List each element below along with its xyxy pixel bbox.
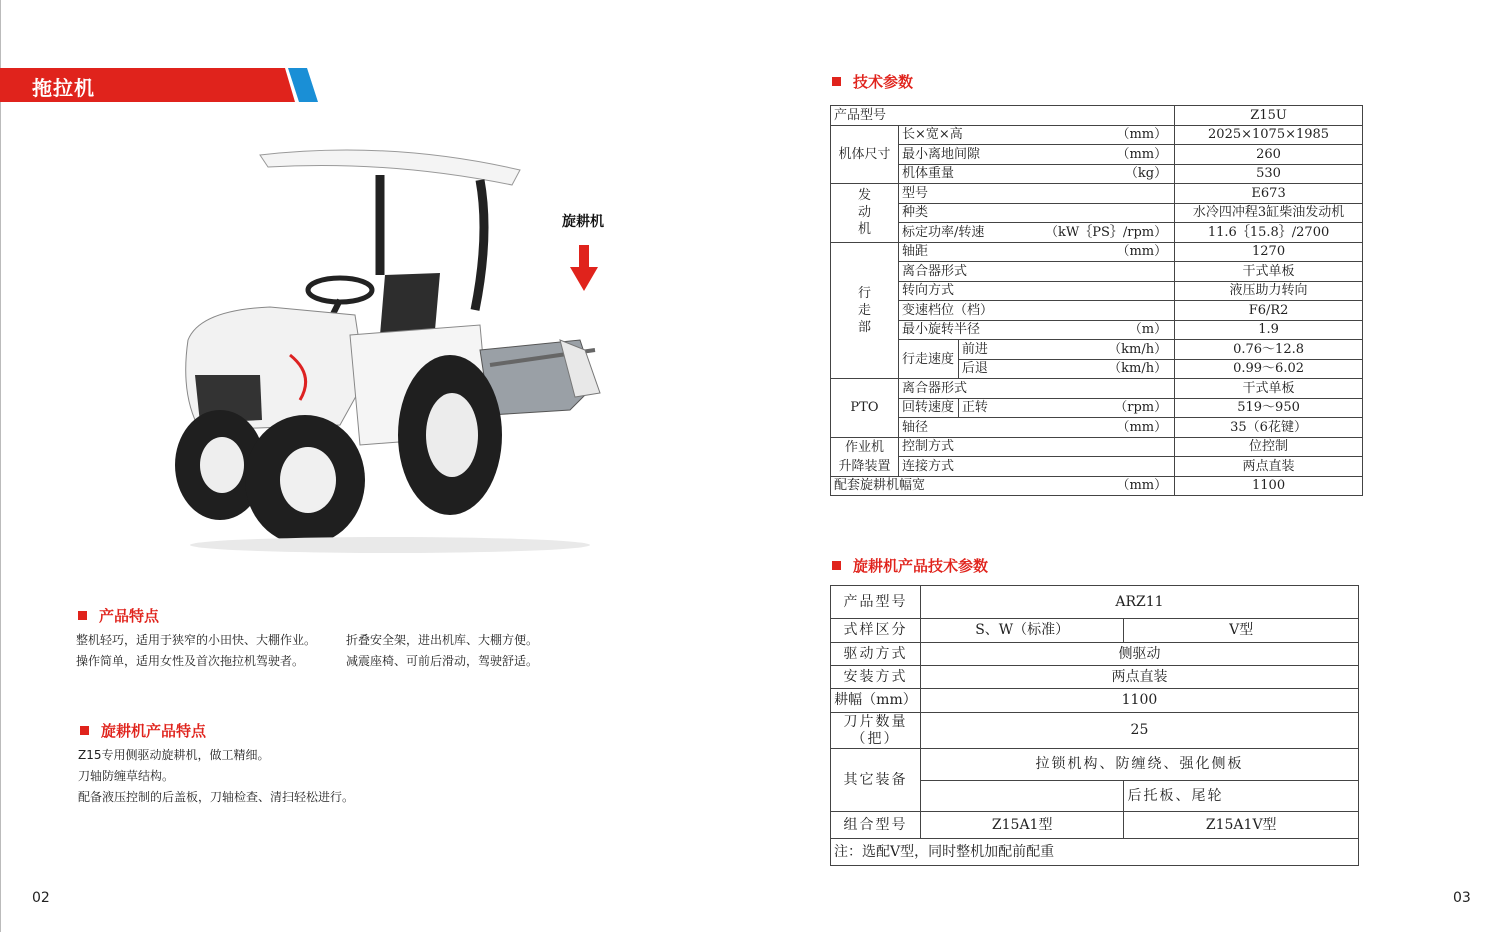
table-row: 刀片数量 （把） 25: [831, 713, 1359, 749]
table-row: 其它装备 拉锁机构、防缠绕、强化侧板: [831, 749, 1359, 781]
banner-title: 拖拉机: [32, 76, 95, 100]
heading-marker: [832, 77, 841, 86]
tractor-spec-table: [830, 105, 1363, 496]
engine-group-label: 发 动 机: [831, 184, 899, 243]
rotary-features-heading: 旋耕机产品特点: [80, 720, 206, 741]
table-row: 配套旋耕机幅宽 （mm） 1100: [831, 476, 1363, 496]
page-number-left: 02: [32, 890, 50, 906]
table-row: 回转速度 正转 （rpm） 519～950: [831, 398, 1363, 418]
table-row: PTO 离合器形式 干式单板: [831, 379, 1363, 399]
table-row: 机体重量 （kg） 530: [831, 164, 1363, 184]
table-row: 轴径 （mm） 35（6花键）: [831, 418, 1363, 438]
rotary-spec-table: [830, 585, 1359, 866]
table-row: 离合器形式 干式单板: [831, 262, 1363, 282]
table-row: 发 动 机 型号 E673: [831, 184, 1363, 204]
features-heading: 产品特点: [78, 605, 159, 626]
table-row: 驱动方式 侧驱动: [831, 643, 1359, 666]
table-row: 最小旋转半径 （m） 1.9: [831, 320, 1363, 340]
table-row: 升降装置 连接方式 两点直装: [831, 457, 1363, 477]
table-row: 机体尺寸 长×宽×高 （mm） 2025×1075×1985: [831, 125, 1363, 145]
spec-heading: 技术参数: [832, 71, 913, 92]
heading-marker: [80, 726, 89, 735]
table-row: 产品型号 Z15U: [831, 106, 1363, 126]
rotary-callout-label: 旋耕机: [562, 214, 604, 230]
features-col1: 整机轻巧，适用于狭窄的小田快、大棚作业。 操作简单，适用女性及首次拖拉机驾驶者。: [76, 633, 317, 668]
rotary-features-list: Z15专用侧驱动旋耕机，做工精细。 刀轴防缠草结构。 配备液压控制的后盖板，刀轴检查、清扫轻松进行。: [78, 748, 355, 804]
features-col2: 折叠安全架，进出机库、大棚方便。 减震座椅、可前后滑动，驾驶舒适。: [346, 633, 539, 668]
tractor-illustration: [140, 135, 620, 555]
down-arrow-icon: [570, 245, 598, 291]
table-row: 产品型号 ARZ11: [831, 586, 1359, 619]
heading-marker: [78, 611, 87, 620]
table-row: 转向方式 液压助力转向: [831, 281, 1363, 301]
page-number-right: 03: [1453, 890, 1471, 906]
table-row: 作业机 控制方式 位控制: [831, 437, 1363, 457]
table-row: 组合型号 Z15A1型 Z15A1V型: [831, 812, 1359, 839]
table-row: 式样区分 S、W（标准） V型: [831, 619, 1359, 643]
rotary-spec-heading: 旋耕机产品技术参数: [832, 555, 988, 576]
section-banner: [0, 68, 320, 102]
heading-marker: [832, 561, 841, 570]
table-row: 最小离地间隙 （mm） 260: [831, 145, 1363, 165]
travel-group-label: 行 走 部: [831, 242, 899, 379]
table-row: 行 走 部 轴距 （mm） 1270: [831, 242, 1363, 262]
table-row: 注：选配V型，同时整机加配前配重: [831, 839, 1359, 866]
table-row: 后退 （km/h） 0.99～6.02: [831, 359, 1363, 379]
table-row: 标定功率/转速 （kW｛PS｝/rpm） 11.6｛15.8｝/2700: [831, 223, 1363, 243]
table-row: 行走速度 前进 （km/h） 0.76～12.8: [831, 340, 1363, 360]
table-row: 变速档位（档） F6/R2: [831, 301, 1363, 321]
table-row: 后托板、尾轮: [831, 781, 1359, 812]
table-row: 安装方式 两点直装: [831, 666, 1359, 689]
table-row: 种类 水冷四冲程3缸柴油发动机: [831, 203, 1363, 223]
table-row: 耕幅（mm） 1100: [831, 689, 1359, 713]
